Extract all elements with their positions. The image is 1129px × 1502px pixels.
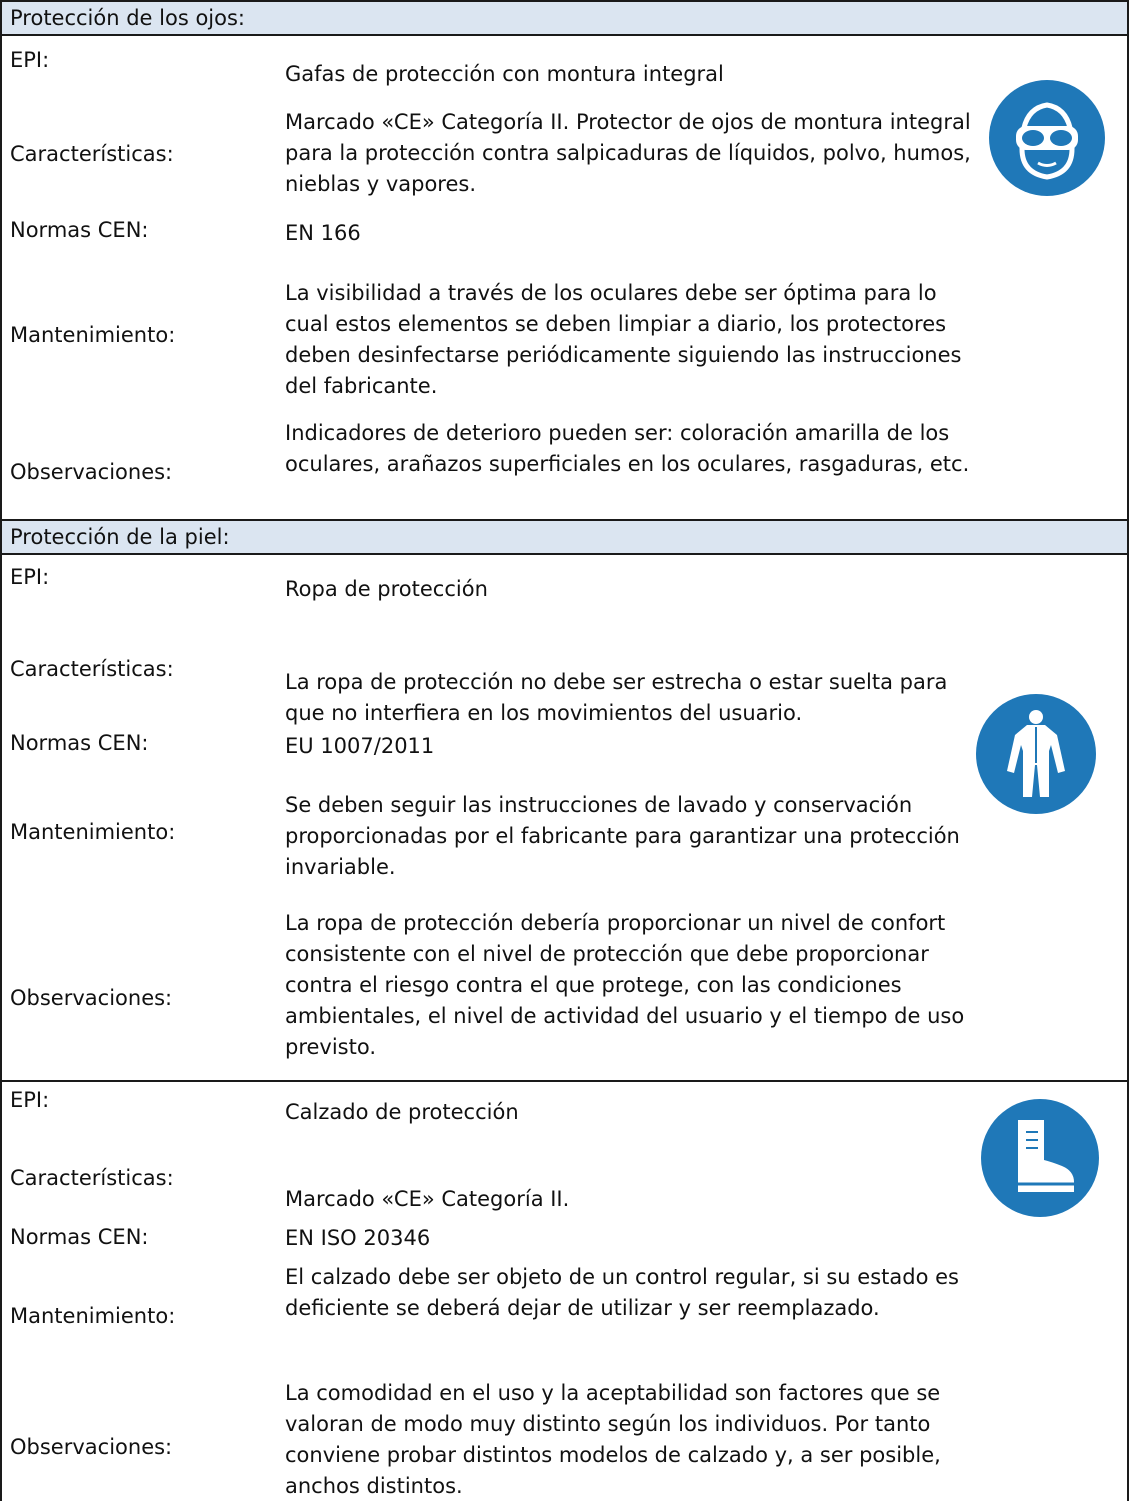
row-label-mantenimiento: Mantenimiento: bbox=[10, 323, 176, 347]
row-value-normas: EN ISO 20346 bbox=[285, 1226, 431, 1250]
row-label-observaciones: Observaciones: bbox=[10, 1435, 173, 1459]
row-value-caracteristicas: Marcado «CE» Categoría II. bbox=[285, 1187, 570, 1211]
row-label-caracteristicas: Características: bbox=[10, 1166, 174, 1190]
row-value-observaciones: La comodidad en el uso y la aceptabilidad son factores que se valoran de modo muy distinto según los individuos. Por tanto conviene probar distintos modelos de calzado y, a ser posible, anchos distintos. bbox=[285, 1381, 941, 1498]
row-label-epi: EPI: bbox=[10, 48, 50, 72]
row-label-epi: EPI: bbox=[10, 1088, 50, 1112]
row-label-mantenimiento: Mantenimiento: bbox=[10, 1304, 176, 1328]
row-value-observaciones: Indicadores de deterioro pueden ser: coloración amarilla de los oculares, arañazos superficiales en los oculares, rasgaduras, etc. bbox=[285, 421, 970, 476]
row-label-observaciones: Observaciones: bbox=[10, 986, 173, 1010]
row-value-normas: EN 166 bbox=[285, 221, 361, 245]
row-value-epi: Gafas de protección con montura integral bbox=[285, 62, 724, 86]
row-label-mantenimiento: Mantenimiento: bbox=[10, 820, 176, 844]
subsection-divider bbox=[2, 1080, 1127, 1082]
row-value-mantenimiento: Se deben seguir las instrucciones de lavado y conservación proporcionadas por el fabricante para garantizar una protección invariable. bbox=[285, 793, 960, 879]
goggles-mandatory-icon bbox=[988, 79, 1106, 197]
section-header-eyes bbox=[2, 0, 1127, 36]
row-label-normas: Normas CEN: bbox=[10, 1225, 149, 1249]
row-value-observaciones: La ropa de protección debería proporcionar un nivel de confort consistente con el nivel de protección que debe proporcionar contra el riesgo contra el que protege, con las condiciones ambientales, el nivel de actividad del usuario y el tiempo de uso previsto. bbox=[285, 911, 965, 1059]
row-value-epi: Calzado de protección bbox=[285, 1100, 519, 1124]
row-value-epi: Ropa de protección bbox=[285, 577, 488, 601]
row-value-caracteristicas: Marcado «CE» Categoría II. Protector de ojos de montura integral para la protección contra salpicaduras de líquidos, polvo, humos, nieblas y vapores. bbox=[285, 110, 971, 196]
row-value-normas: EU 1007/2011 bbox=[285, 734, 435, 758]
row-label-caracteristicas: Características: bbox=[10, 142, 174, 166]
section-title: Protección de la piel: bbox=[10, 525, 230, 549]
row-value-caracteristicas: La ropa de protección no debe ser estrecha o estar suelta para que no interfiera en los movimientos del usuario. bbox=[285, 670, 948, 725]
row-value-mantenimiento: La visibilidad a través de los oculares debe ser óptima para lo cual estos elementos se deben limpiar a diario, los protectores deben desinfectarse periódicamente siguiendo las instrucciones del fabricante. bbox=[285, 281, 962, 398]
row-label-epi: EPI: bbox=[10, 565, 50, 589]
section-title: Protección de los ojos: bbox=[10, 6, 245, 30]
row-label-caracteristicas: Características: bbox=[10, 657, 174, 681]
protective-clothing-mandatory-icon bbox=[975, 693, 1097, 815]
row-label-normas: Normas CEN: bbox=[10, 218, 149, 242]
row-value-mantenimiento: El calzado debe ser objeto de un control regular, si su estado es deficiente se deberá dejar de utilizar y ser reemplazado. bbox=[285, 1265, 959, 1320]
section-header-skin bbox=[2, 519, 1127, 555]
safety-boots-mandatory-icon bbox=[980, 1098, 1100, 1218]
row-label-observaciones: Observaciones: bbox=[10, 460, 173, 484]
row-label-normas: Normas CEN: bbox=[10, 731, 149, 755]
